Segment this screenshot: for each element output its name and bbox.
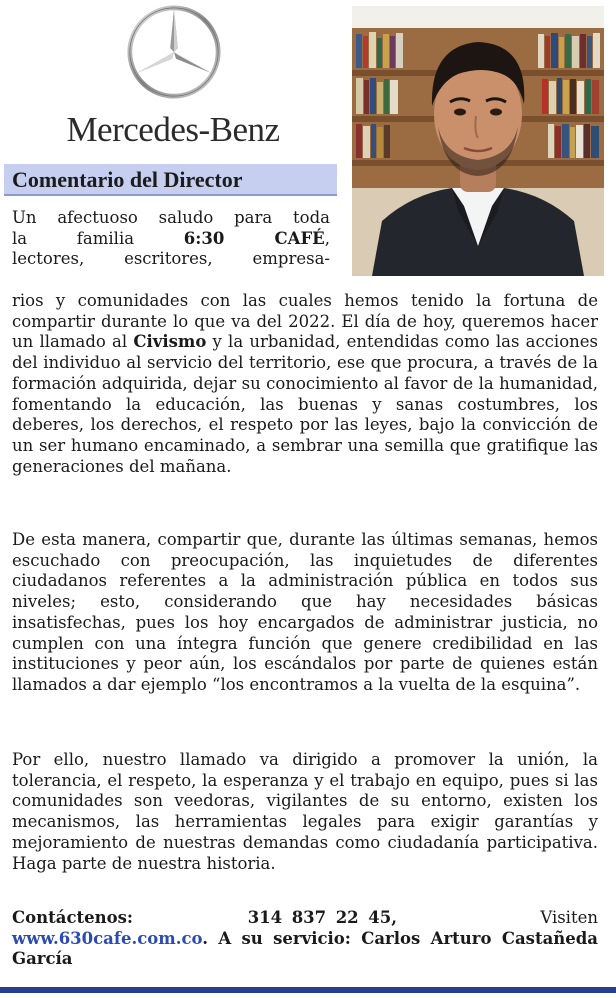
website-link[interactable]: www.630cafe.com.co (12, 928, 203, 948)
cafe-brand-name: 6:30 CAFÉ (183, 228, 325, 248)
contact-phone[interactable]: 314 837 22 45 (247, 908, 392, 927)
paragraph-1-line-2 (12, 229, 330, 250)
contact-info: Contáctenos: 314 837 22 45, Visiten www.630cafe.com.co. A su servicio: Carlos Arturo Castañeda García (12, 908, 598, 969)
brand-logo-block (0, 0, 345, 160)
section-title: Comentario del Director (4, 164, 337, 196)
paragraph-1-body (12, 291, 598, 477)
paragraph-1-line-2-comma: , (324, 228, 330, 248)
paragraph-2: De esta manera, compartir que, durante las últimas semanas, hemos escuchado con preocupación, las inquietudes de diferentes ciudadanos referentes a la administración pública en todos sus niveles; esto, considerando que hay necesidades básicas insatisfechas, pues los hoy encargados de administrar justicia, no cumplen con una íntegra función que genere credibilidad en las instituciones y peor aún, los escándalos por parte de quienes están llamados a dar ejemplo “los encontramos a la vuelta de la esquina”. (12, 530, 598, 694)
paragraph-1-body-text: rios y comunidades con las cuales hemos tenido la fortuna de compartir durante lo que va del 2022. El día de hoy, queremos hacer un llamado al (12, 291, 598, 352)
contact-label: Contáctenos: (12, 908, 133, 927)
civismo-keyword: Civismo (133, 332, 207, 352)
director-portrait-image (352, 6, 604, 276)
paragraph-1-body-text-end: y la urbanidad, entendidas como las acciones del individuo al servicio del territorio, ese que procura, a través de la formación adquirida, dejar su conocimiento al favor de la humanidad, fomentando la educación, las buenas y sanas costumbres, los deberes, los derechos, el respeto por las leyes, bajo la convicción de un ser humano encaminado, a sembrar una semilla que gratifique las generaciones del mañana. (12, 332, 598, 476)
paragraph-3: Por ello, nuestro llamado va dirigido a promover la unión, la tolerancia, el respeto, la esperanza y el trabajo en equipo, pues si las comunidades son veedoras, vigilantes de su entorno, existen los mecanismos, las herramientas legales para exigir garantías y mejoramiento de nuestras demandas como ciudadanía participativa. Haga parte de nuestra historia. (12, 750, 598, 873)
paragraph-1-intro (12, 208, 330, 270)
paragraph-1-line-3: lectores, escritores, empresa- (12, 249, 330, 269)
paragraph-1-line-2-text: la familia (12, 228, 184, 248)
brand-name: Mercedes-Benz (66, 110, 280, 149)
paragraph-1-line-1: Un afectuoso saludo para toda (12, 208, 330, 227)
contact-signature: . A su servicio: Carlos Arturo Castañeda García (12, 928, 598, 969)
bottom-divider (0, 987, 616, 993)
director-photo (352, 6, 604, 276)
mercedes-star-icon (126, 4, 222, 100)
contact-visit-text: Visiten (540, 908, 598, 927)
